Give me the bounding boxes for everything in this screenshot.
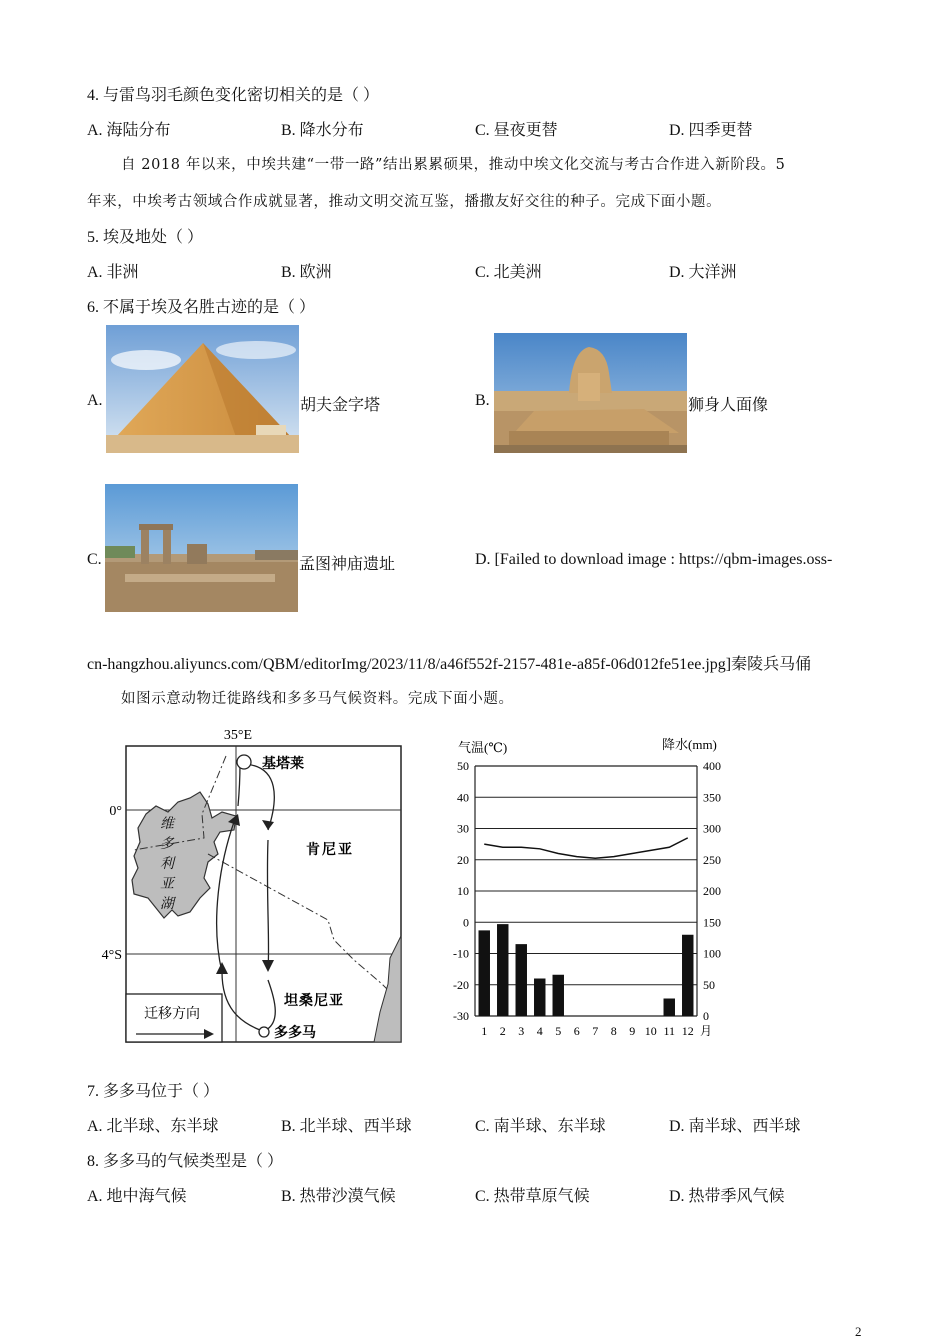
- q5-option-c: C. 北美洲: [475, 264, 542, 281]
- q5-option-b: B. 欧洲: [281, 264, 332, 281]
- precip-bar: [534, 979, 545, 1017]
- month-tick-label: 12: [681, 1024, 694, 1038]
- q4-stem: 4. 与雷鸟羽毛颜色变化密切相关的是（ ）: [87, 87, 380, 104]
- month-tick-label: 1: [481, 1024, 488, 1038]
- q5-option-a: A. 非洲: [87, 264, 139, 281]
- lat4-label: 4°S: [101, 948, 122, 963]
- precip-bar: [497, 924, 508, 1016]
- city-dodoma: 多多马: [274, 1026, 316, 1041]
- q4-option-d: D. 四季更替: [669, 122, 753, 139]
- temp-tick-label: 0: [463, 915, 469, 930]
- month-tick-label: 9: [629, 1024, 636, 1038]
- temp-tick-label: -10: [453, 946, 469, 961]
- precip-axis-title: 降水(mm): [662, 737, 717, 752]
- temp-tick-label: -30: [453, 1009, 469, 1023]
- q7-stem: 7. 多多马位于（ ）: [87, 1083, 220, 1100]
- q8-option-c: C. 热带草原气候: [475, 1188, 590, 1205]
- lake-char: 多: [160, 837, 174, 852]
- temp-tick-label: 10: [457, 884, 469, 898]
- city-kitale: 基塔莱: [262, 757, 304, 772]
- month-tick-label: 10: [644, 1024, 657, 1038]
- precip-tick-label: 0: [703, 1009, 709, 1023]
- precip-tick-label: 200: [703, 884, 721, 898]
- temp-axis-title: 气温(℃): [458, 740, 508, 755]
- precip-tick-label: 300: [703, 821, 721, 836]
- kitale-marker: [237, 755, 251, 769]
- temp-tick-label: 30: [457, 821, 469, 836]
- precip-tick-label: 100: [703, 946, 721, 961]
- temp-tick-label: 20: [457, 852, 469, 867]
- month-tick-label: 7: [592, 1024, 599, 1038]
- lake-char: 亚: [160, 877, 174, 892]
- lake-char: 湖: [160, 897, 174, 912]
- q6-option-d-line1: D. [Failed to download image : https://qbm-images.oss-: [475, 551, 833, 568]
- month-unit: 月: [700, 1024, 713, 1038]
- precip-tick-label: 50: [703, 977, 715, 992]
- month-tick-label: 5: [555, 1024, 562, 1038]
- precip-tick-label: 250: [703, 852, 721, 867]
- q4-option-a: A. 海陆分布: [87, 122, 171, 139]
- q6-stem: 6. 不属于埃及名胜古迹的是（ ）: [87, 299, 316, 316]
- temp-tick-label: -20: [453, 977, 469, 992]
- country-tanzania: 坦桑尼亚: [284, 994, 344, 1009]
- precip-bar: [664, 999, 675, 1017]
- page-number: 2: [855, 1324, 862, 1339]
- q6-option-b-prefix: B.: [475, 392, 490, 409]
- q7-option-b: B. 北半球、西半球: [281, 1118, 412, 1135]
- intro1-line1: 自 2018 年以来，中埃共建“一带一路”结出累累硕果，推动中埃文化交流与考古合作进入新阶段。5: [121, 157, 786, 173]
- legend-label: 迁移方向: [144, 1007, 200, 1022]
- lake-char: 维: [160, 817, 174, 832]
- month-tick-label: 2: [499, 1024, 506, 1038]
- q6-option-a-text: 胡夫金字塔: [300, 397, 381, 414]
- q4-option-c: C. 昼夜更替: [475, 122, 558, 139]
- precip-bar: [516, 944, 527, 1016]
- country-kenya: 肯尼亚: [306, 843, 354, 858]
- precip-bar: [682, 935, 693, 1016]
- q6-option-b-text: 狮身人面像: [688, 397, 769, 414]
- month-tick-label: 4: [536, 1024, 543, 1038]
- climate-chart: [440, 730, 740, 1048]
- q7-option-a: A. 北半球、东半球: [87, 1118, 219, 1135]
- precip-bar: [479, 930, 490, 1016]
- precip-tick-label: 350: [703, 790, 721, 805]
- q8-stem: 8. 多多马的气候类型是（ ）: [87, 1153, 284, 1170]
- month-tick-label: 8: [610, 1024, 617, 1038]
- q8-option-d: D. 热带季风气候: [669, 1188, 785, 1205]
- temp-tick-label: 50: [457, 759, 469, 773]
- migration-map: [90, 722, 420, 1050]
- lon-label: 35°E: [223, 728, 253, 743]
- month-tick-label: 6: [573, 1024, 580, 1038]
- month-tick-label: 3: [518, 1024, 525, 1038]
- temperature-line: [484, 838, 688, 858]
- precip-bar: [553, 975, 564, 1016]
- q8-option-a: A. 地中海气候: [87, 1188, 187, 1205]
- q4-option-b: B. 降水分布: [281, 122, 364, 139]
- temple-ruins-photo: [105, 484, 298, 612]
- q7-option-c: C. 南半球、东半球: [475, 1118, 606, 1135]
- precip-tick-label: 150: [703, 915, 721, 930]
- q6-option-a-prefix: A.: [87, 392, 103, 409]
- month-tick-label: 11: [663, 1024, 676, 1038]
- sphinx-photo: [494, 333, 687, 453]
- q5-stem: 5. 埃及地处（ ）: [87, 229, 204, 246]
- intro2: 如图示意动物迁徙路线和多多马气候资料。完成下面小题。: [121, 691, 514, 707]
- temp-tick-label: 40: [457, 790, 469, 805]
- q6-option-d-line2: cn-hangzhou.aliyuncs.com/QBM/editorImg/2023/11/8/a46f552f-2157-481e-a85f-06d012fe51ee.jpg]秦陵兵马俑: [87, 656, 812, 673]
- q8-option-b: B. 热带沙漠气候: [281, 1188, 396, 1205]
- lat0-label: 0°: [109, 804, 122, 819]
- q6-option-c-text: 孟图神庙遗址: [299, 556, 396, 573]
- q6-option-c-prefix: C.: [87, 551, 102, 568]
- precip-tick-label: 400: [703, 759, 721, 773]
- q5-option-d: D. 大洋洲: [669, 264, 737, 281]
- q7-option-d: D. 南半球、西半球: [669, 1118, 801, 1135]
- pyramid-photo: [106, 325, 299, 453]
- dodoma-marker: [259, 1027, 269, 1037]
- lake-char: 利: [160, 857, 174, 872]
- intro1-line2: 年来，中埃考古领域合作成就显著，推动文明交流互鉴，播撒友好交往的种子。完成下面小题。: [87, 194, 722, 210]
